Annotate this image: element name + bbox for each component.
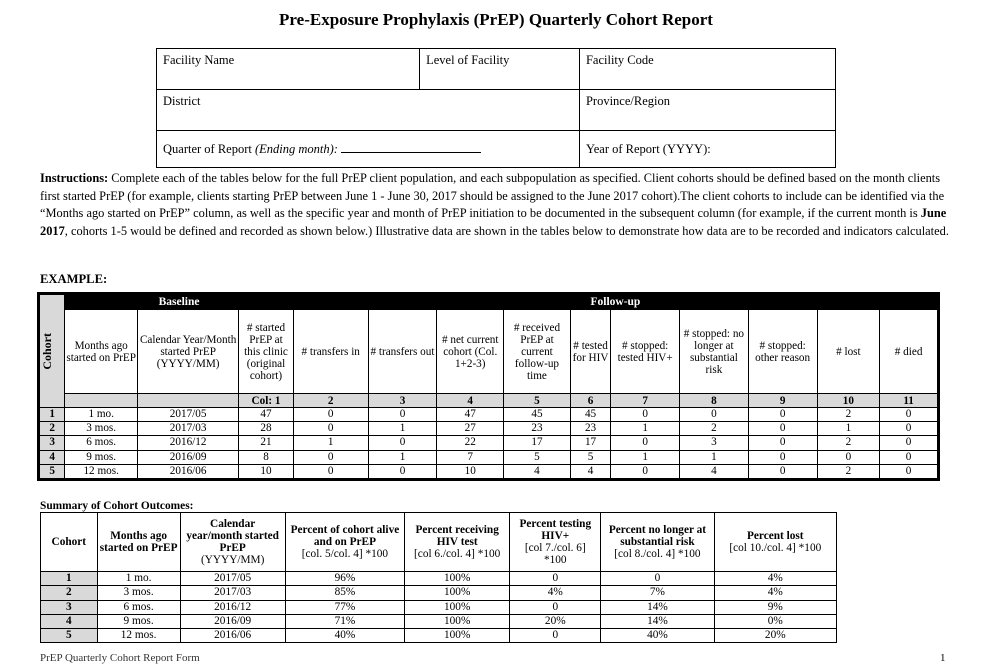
- data-cell[interactable]: 40%: [285, 629, 404, 643]
- year-of-report-field[interactable]: Year of Report (YYYY):: [579, 131, 835, 168]
- data-cell[interactable]: 0: [510, 629, 601, 643]
- data-cell[interactable]: 0: [611, 464, 680, 479]
- example-col-number: 10: [817, 394, 880, 408]
- data-cell[interactable]: 0: [368, 436, 437, 450]
- table-row: [41, 600, 837, 614]
- example-col-number: 3: [368, 394, 437, 408]
- data-cell[interactable]: 0: [748, 464, 817, 479]
- data-cell[interactable]: 9%: [714, 600, 836, 614]
- example-col-number: 4: [437, 394, 504, 408]
- data-cell[interactable]: 0: [293, 464, 368, 479]
- table-row: [39, 450, 939, 464]
- data-cell[interactable]: 8: [239, 450, 294, 464]
- data-cell[interactable]: 45: [504, 408, 571, 422]
- example-col-number: Col: 1: [239, 394, 294, 408]
- data-cell[interactable]: 17: [504, 436, 571, 450]
- data-cell[interactable]: 5: [504, 450, 571, 464]
- data-cell[interactable]: 27: [437, 422, 504, 436]
- summary-col-header: [41, 513, 98, 572]
- data-cell[interactable]: 9 mos.: [65, 450, 138, 464]
- summary-col-title: Months ago started on PrEP: [99, 530, 178, 554]
- data-cell[interactable]: 4: [680, 464, 749, 479]
- data-cell[interactable]: 0: [748, 408, 817, 422]
- summary-col-formula: [col 6./col. 4] *100: [414, 548, 501, 560]
- data-cell[interactable]: 0: [293, 408, 368, 422]
- data-cell[interactable]: 12 mos.: [97, 629, 180, 643]
- data-cell[interactable]: 45: [570, 408, 610, 422]
- summary-col-title: Percent of cohort alive and on PrEP: [290, 524, 400, 548]
- data-cell[interactable]: 0: [680, 408, 749, 422]
- data-cell[interactable]: 1: [368, 422, 437, 436]
- data-cell[interactable]: 2017/03: [138, 422, 239, 436]
- data-cell[interactable]: 3 mos.: [65, 422, 138, 436]
- facility-name-field[interactable]: Facility Name: [157, 49, 420, 90]
- example-col-header: # died: [880, 310, 939, 394]
- summary-col-title: Percent lost: [746, 530, 804, 542]
- instructions-text-1: Complete each of the tables below for the full PrEP client population, and each subpopulation as specified. Client cohorts should be defined based on the month clients first started PrEP (for example, clients starting PrEP between June 1 - June 30, 2017 should be assigned to the June 2017 cohort).The client cohorts to include can be identified via the “Months ago started on PrEP” column, as well as the specific year and month of PrEP initiation to be documented in the subsequent column (for example, if the current month is: [40, 171, 945, 221]
- summary-col-title: Percent testing HIV+: [519, 518, 592, 542]
- data-cell[interactable]: 0: [611, 408, 680, 422]
- followup-header: Follow-up: [293, 294, 938, 310]
- summary-label: Summary of Cohort Outcomes:: [40, 500, 194, 512]
- data-cell[interactable]: 5: [570, 450, 610, 464]
- data-cell[interactable]: 10: [437, 464, 504, 479]
- data-cell[interactable]: 1: [611, 422, 680, 436]
- example-col-number: 9: [748, 394, 817, 408]
- summary-col-header: [405, 513, 510, 572]
- table-row: [39, 464, 939, 479]
- data-cell[interactable]: 20%: [714, 629, 836, 643]
- cohort-number-cell: 5: [41, 629, 98, 643]
- data-cell[interactable]: 10: [239, 464, 294, 479]
- data-cell[interactable]: 40%: [601, 629, 714, 643]
- instructions-bold: June 2017: [40, 206, 947, 238]
- cohort-number-cell: 2: [41, 586, 98, 600]
- summary-col-formula: [col 10./col. 4] *100: [729, 542, 822, 554]
- quarter-of-report-field[interactable]: [157, 131, 580, 168]
- example-column-numbers: [39, 394, 939, 408]
- data-cell[interactable]: 0%: [714, 614, 836, 628]
- data-cell[interactable]: 47: [239, 408, 294, 422]
- table-row: [39, 408, 939, 422]
- data-cell[interactable]: 22: [437, 436, 504, 450]
- summary-table-body: [41, 572, 837, 643]
- data-cell[interactable]: 1 mo.: [97, 572, 180, 586]
- example-table: [37, 292, 940, 481]
- facility-info-table: [156, 48, 836, 168]
- example-col-header: # stopped: tested HIV+: [611, 310, 680, 394]
- data-cell[interactable]: 100%: [405, 586, 510, 600]
- data-cell[interactable]: 28: [239, 422, 294, 436]
- table-row: [41, 629, 837, 643]
- facility-code-field[interactable]: Facility Code: [579, 49, 835, 90]
- summary-col-title: Cohort: [51, 536, 87, 548]
- data-cell[interactable]: 0: [601, 572, 714, 586]
- data-cell[interactable]: 14%: [601, 600, 714, 614]
- example-col-header: Months ago started on PrEP: [65, 310, 138, 394]
- data-cell[interactable]: 21: [239, 436, 294, 450]
- level-of-facility-field[interactable]: Level of Facility: [420, 49, 580, 90]
- table-row: [41, 586, 837, 600]
- summary-table: [40, 512, 837, 643]
- data-cell[interactable]: 0: [748, 450, 817, 464]
- baseline-header: Baseline: [65, 294, 294, 310]
- data-cell[interactable]: 1: [680, 450, 749, 464]
- example-col-header: # received PrEP at current follow-up time: [504, 310, 571, 394]
- cohort-number-cell: 3: [39, 436, 65, 450]
- data-cell[interactable]: 0: [748, 422, 817, 436]
- data-cell[interactable]: 2: [817, 464, 880, 479]
- example-col-number: 2: [293, 394, 368, 408]
- data-cell[interactable]: 0: [368, 408, 437, 422]
- page-title: Pre-Exposure Prophylaxis (PrEP) Quarterly Cohort Report: [279, 10, 713, 29]
- data-cell[interactable]: 4: [570, 464, 610, 479]
- cohort-number-cell: 4: [41, 614, 98, 628]
- example-table-body: [39, 408, 939, 480]
- cohort-number-cell: 1: [41, 572, 98, 586]
- summary-col-title: Percent no longer at substantial risk: [608, 524, 706, 548]
- data-cell[interactable]: 2016/12: [180, 600, 285, 614]
- example-col-header: # lost: [817, 310, 880, 394]
- data-cell[interactable]: 0: [880, 464, 939, 479]
- example-col-number: 8: [680, 394, 749, 408]
- data-cell[interactable]: 0: [368, 464, 437, 479]
- data-cell[interactable]: 100%: [405, 572, 510, 586]
- data-cell[interactable]: 100%: [405, 629, 510, 643]
- data-cell[interactable]: 1: [368, 450, 437, 464]
- example-col-number: [138, 394, 239, 408]
- instructions-paragraph: [40, 170, 952, 240]
- data-cell[interactable]: 1 mo.: [65, 408, 138, 422]
- data-cell[interactable]: 2016/12: [138, 436, 239, 450]
- page-number: 1: [940, 652, 946, 664]
- data-cell[interactable]: 4: [504, 464, 571, 479]
- example-col-header: # stopped: other reason: [748, 310, 817, 394]
- data-cell[interactable]: 71%: [285, 614, 404, 628]
- example-col-header: # net current cohort (Col. 1+2-3): [437, 310, 504, 394]
- data-cell[interactable]: 0: [293, 450, 368, 464]
- summary-col-title: Percent receiving HIV test: [415, 524, 499, 548]
- example-col-header: Calendar Year/Month started PrEP (YYYY/MM): [138, 310, 239, 394]
- example-col-number: 11: [880, 394, 939, 408]
- data-cell[interactable]: 0: [880, 408, 939, 422]
- example-col-header: # tested for HIV: [570, 310, 610, 394]
- instructions-text-2: , cohorts 1-5 would be defined and recorded as shown below.) Illustrative data are shown in the tables below to demonstrate how data are to be recorded and indicators calculated.: [64, 223, 949, 238]
- table-row: [39, 436, 939, 450]
- data-cell[interactable]: 23: [504, 422, 571, 436]
- data-cell[interactable]: 1: [293, 436, 368, 450]
- data-cell[interactable]: 23: [570, 422, 610, 436]
- data-cell[interactable]: 3 mos.: [97, 586, 180, 600]
- example-col-header: # started PrEP at this clinic (original cohort): [239, 310, 294, 394]
- data-cell[interactable]: 0: [510, 572, 601, 586]
- data-cell[interactable]: 7: [437, 450, 504, 464]
- table-row: [41, 572, 837, 586]
- table-row: [41, 614, 837, 628]
- summary-col-header: [285, 513, 404, 572]
- data-cell[interactable]: 4%: [714, 572, 836, 586]
- data-cell[interactable]: 0: [880, 422, 939, 436]
- data-cell[interactable]: 47: [437, 408, 504, 422]
- summary-col-title: Calendar year/month started PrEP: [186, 518, 279, 554]
- data-cell[interactable]: 77%: [285, 600, 404, 614]
- province-region-field[interactable]: Province/Region: [579, 90, 835, 131]
- table-row: [39, 422, 939, 436]
- data-cell[interactable]: 100%: [405, 600, 510, 614]
- example-col-number: 6: [570, 394, 610, 408]
- cohort-number-cell: 4: [39, 450, 65, 464]
- data-cell[interactable]: 85%: [285, 586, 404, 600]
- data-cell[interactable]: 2: [817, 408, 880, 422]
- data-cell[interactable]: 0: [611, 436, 680, 450]
- data-cell[interactable]: 0: [880, 436, 939, 450]
- summary-column-headers: [41, 513, 837, 572]
- data-cell[interactable]: 2016/06: [138, 464, 239, 479]
- data-cell[interactable]: 6 mos.: [97, 600, 180, 614]
- data-cell[interactable]: 2017/05: [180, 572, 285, 586]
- data-cell[interactable]: 17: [570, 436, 610, 450]
- data-cell[interactable]: 2017/03: [180, 586, 285, 600]
- data-cell[interactable]: 2017/05: [138, 408, 239, 422]
- quarter-label: Quarter of Report: [163, 141, 252, 156]
- data-cell[interactable]: 0: [880, 450, 939, 464]
- district-field[interactable]: District: [157, 90, 580, 131]
- summary-col-header: [510, 513, 601, 572]
- data-cell[interactable]: 2016/06: [180, 629, 285, 643]
- data-cell[interactable]: 4%: [714, 586, 836, 600]
- summary-col-header: [180, 513, 285, 572]
- data-cell[interactable]: 20%: [510, 614, 601, 628]
- data-cell[interactable]: 9 mos.: [97, 614, 180, 628]
- cohort-number-cell: 2: [39, 422, 65, 436]
- example-col-number: [65, 394, 138, 408]
- data-cell[interactable]: 0: [817, 450, 880, 464]
- summary-col-header: [97, 513, 180, 572]
- example-col-header: # transfers out: [368, 310, 437, 394]
- data-cell[interactable]: 0: [293, 422, 368, 436]
- data-cell[interactable]: 1: [611, 450, 680, 464]
- data-cell[interactable]: 14%: [601, 614, 714, 628]
- example-label: EXAMPLE:: [40, 272, 108, 286]
- cohort-number-cell: 5: [39, 464, 65, 479]
- data-cell[interactable]: 2: [680, 422, 749, 436]
- example-col-number: 7: [611, 394, 680, 408]
- cohort-number-cell: 3: [41, 600, 98, 614]
- example-col-header: # stopped: no longer at substantial risk: [680, 310, 749, 394]
- data-cell[interactable]: 2016/09: [138, 450, 239, 464]
- data-cell[interactable]: 0: [748, 436, 817, 450]
- footer-text: PrEP Quarterly Cohort Report Form: [40, 652, 200, 664]
- summary-col-header: [601, 513, 714, 572]
- data-cell[interactable]: 1: [817, 422, 880, 436]
- summary-col-formula: (YYYY/MM): [200, 554, 265, 566]
- data-cell[interactable]: 7%: [601, 586, 714, 600]
- quarter-hint: (Ending month):: [254, 141, 338, 156]
- data-cell[interactable]: 6 mos.: [65, 436, 138, 450]
- data-cell[interactable]: 12 mos.: [65, 464, 138, 479]
- example-cohort-header-text: Cohort: [40, 332, 54, 370]
- example-col-number: 5: [504, 394, 571, 408]
- data-cell[interactable]: 96%: [285, 572, 404, 586]
- data-cell[interactable]: 2016/09: [180, 614, 285, 628]
- data-cell[interactable]: 100%: [405, 614, 510, 628]
- data-cell[interactable]: 2: [817, 436, 880, 450]
- data-cell[interactable]: 4%: [510, 586, 601, 600]
- summary-col-formula: [col 8./col. 4] *100: [614, 548, 701, 560]
- example-cohort-header: [39, 294, 65, 408]
- data-cell[interactable]: 3: [680, 436, 749, 450]
- quarter-blank-line: [341, 143, 481, 153]
- summary-col-formula: [col. 5/col. 4] *100: [301, 548, 389, 560]
- example-col-header: # transfers in: [293, 310, 368, 394]
- instructions-label: Instructions:: [40, 171, 109, 185]
- summary-col-formula: [col 7./col. 6] *100: [524, 542, 586, 566]
- cohort-number-cell: 1: [39, 408, 65, 422]
- example-column-headers: [39, 310, 939, 394]
- summary-col-header: [714, 513, 836, 572]
- data-cell[interactable]: 0: [510, 600, 601, 614]
